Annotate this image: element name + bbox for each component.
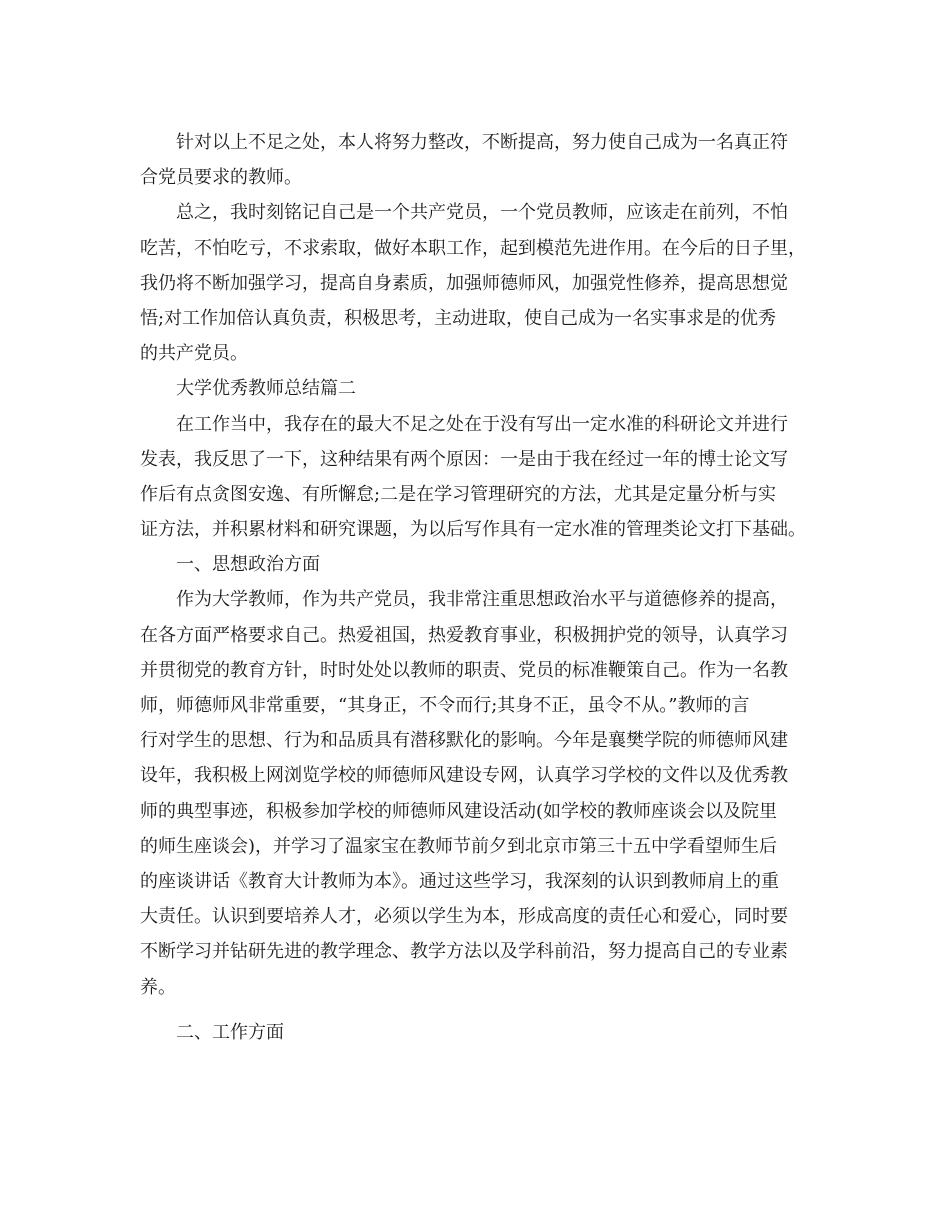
paragraph-line: 悟;对工作加倍认真负责，积极思考，主动进取，使自己成为一名实事求是的优秀	[140, 307, 777, 329]
paragraph-line: 行对学生的思想、行为和品质具有潜移默化的影响。今年是襄樊学院的师德师风建	[140, 730, 788, 752]
paragraph-line: 合党员要求的教师。	[140, 167, 302, 189]
paragraph-line: 证方法，并积累材料和研究课题，为以后写作具有一定水准的管理类论文打下基础。	[140, 519, 806, 541]
paragraph-line: 作后有点贪图安逸、有所懈怠;二是在学习管理研究的方法，尤其是定量分析与实	[140, 483, 777, 505]
paragraph-line: 师的典型事迹，积极参加学校的师德师风建设活动(如学校的教师座谈会以及院里	[140, 800, 778, 822]
paragraph-line: 的座谈讲话《教育大计教师为本》。通过这些学习，我深刻的认识到教师肩上的重	[140, 870, 779, 892]
paragraph-line: 大责任。认识到要培养人才，必须以学生为本，形成高度的责任心和爱心，同时要	[140, 906, 788, 928]
paragraph-line: 的师生座谈会)，并学习了温家宝在教师节前夕到北京市第三十五中学看望师生后	[140, 835, 778, 857]
paragraph-line: 总之，我时刻铭记自己是一个共产党员，一个党员教师，应该走在前列，不怕	[176, 202, 788, 224]
section-heading: 大学优秀教师总结篇二	[176, 378, 356, 400]
paragraph-line: 我仍将不断加强学习，提高自身素质，加强师德师风，加强党性修养，提高思想觉	[140, 272, 788, 294]
paragraph-line: 养。	[140, 976, 176, 998]
paragraph-line: 吃苦，不怕吃亏，不求索取，做好本职工作，起到模范先进作用。在今后的日子里，	[140, 237, 806, 259]
paragraph-line: 师，师德师风非常重要，“其身正，不令而行;其身不正，虽令不从。”教师的言	[140, 695, 750, 716]
paragraph-line: 并贯彻党的教育方针，时时处处以教师的职责、党员的标准鞭策自己。作为一名教	[140, 659, 788, 681]
paragraph-line: 针对以上不足之处，本人将努力整改，不断提高，努力使自己成为一名真正符	[176, 132, 788, 153]
section-heading: 二、工作方面	[176, 1021, 284, 1043]
section-heading: 一、思想政治方面	[176, 554, 320, 576]
paragraph-line: 不断学习并钻研先进的教学理念、教学方法以及学科前沿，努力提高自己的专业素	[140, 941, 788, 963]
paragraph-line: 设年，我积极上网浏览学校的师德师风建设专网，认真学习学校的文件以及优秀教	[140, 765, 788, 787]
paragraph-line: 发表，我反思了一下，这种结果有两个原因：一是由于我在经过一年的博士论文写	[140, 448, 788, 470]
paragraph-line: 作为大学教师，作为共产党员，我非常注重思想政治水平与道德修养的提高，	[176, 589, 788, 611]
paragraph-line: 在各方面严格要求自己。热爱祖国，热爱教育事业，积极拥护党的领导，认真学习	[140, 624, 788, 646]
document-body	[140, 125, 830, 1050]
paragraph-line: 在工作当中，我存在的最大不足之处在于没有写出一定水准的科研论文并进行	[176, 413, 788, 435]
paragraph-line: 的共产党员。	[140, 343, 248, 365]
